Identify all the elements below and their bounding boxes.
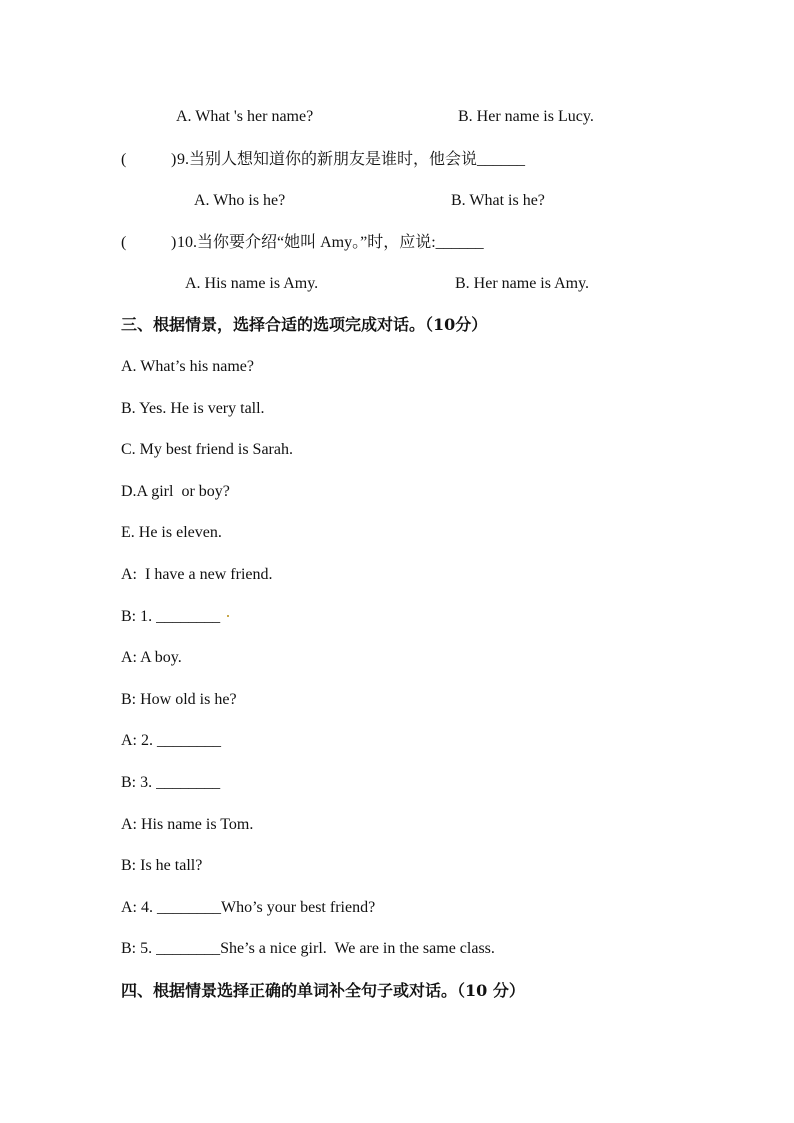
q9-option-a: A. Who is he?	[194, 192, 286, 209]
section3-choice-b: B. Yes. He is very tall.	[121, 400, 265, 417]
section3-choice-c: C. My best friend is Sarah.	[121, 441, 293, 458]
dialogue-line: B: 3. ________	[121, 774, 221, 791]
dialogue-line: B: 5. ________She’s a nice girl. We are in the same class.	[121, 940, 495, 957]
section3-choice-d: D.A girl or boy?	[121, 483, 230, 500]
q10-question-text: 10.当你要介绍“她叫 Amy。”时，应说:______	[177, 234, 484, 251]
section3-choice-e: E. He is eleven.	[121, 524, 222, 541]
dialogue-line: B: Is he tall?	[121, 857, 203, 874]
section3-heading: 三、根据情景，选择合适的选项完成对话。（10分）	[121, 315, 488, 334]
prev-option-a: A. What 's her name?	[176, 108, 314, 125]
q10-paren-close: )	[171, 234, 177, 251]
stray-dot	[227, 615, 229, 617]
q9-question-text: 9.当别人想知道你的新朋友是谁时，他会说______	[177, 151, 526, 168]
dialogue-line: A: I have a new friend.	[121, 566, 273, 583]
prev-option-b: B. Her name is Lucy.	[458, 108, 594, 125]
dialogue-line: A: 4. ________Who’s your best friend?	[121, 899, 376, 916]
section4-heading: 四、根据情景选择正确的单词补全句子或对话。（10 分）	[121, 981, 525, 1000]
q10-option-a: A. His name is Amy.	[185, 275, 319, 292]
dialogue-line: B: How old is he?	[121, 691, 237, 708]
q10-option-b: B. Her name is Amy.	[455, 275, 590, 292]
q9-option-b: B. What is he?	[451, 192, 545, 209]
q9-paren-close: )	[171, 151, 177, 168]
section3-choice-a: A. What’s his name?	[121, 358, 255, 375]
dialogue-line: B: 1. ________	[121, 608, 221, 625]
dialogue-line: A: His name is Tom.	[121, 816, 254, 833]
q10-paren-open: (	[121, 234, 127, 251]
dialogue-line: A: 2. ________	[121, 732, 221, 749]
q9-paren-open: (	[121, 151, 127, 168]
dialogue-line: A: A boy.	[121, 649, 182, 666]
